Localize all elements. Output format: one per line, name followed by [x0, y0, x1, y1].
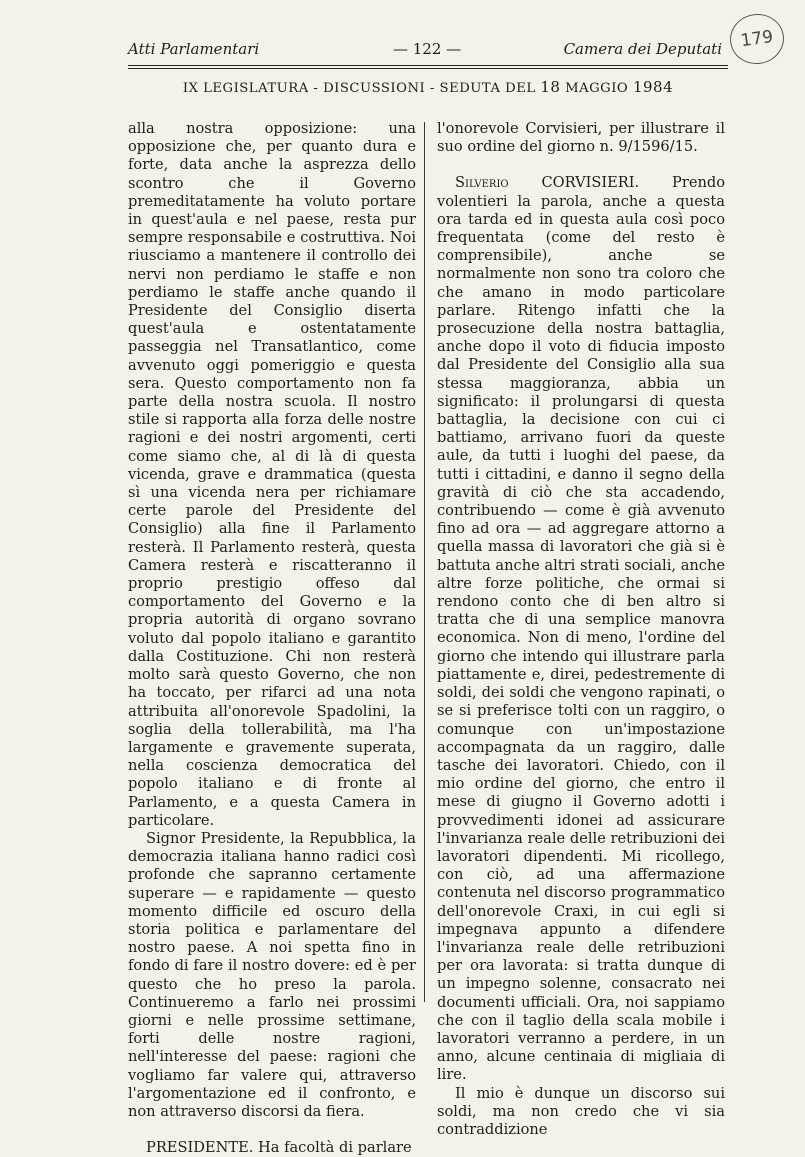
left-paragraph-3: [128, 1139, 416, 1157]
speaker-last-name: CORVISIERI: [541, 174, 635, 192]
header-right: Camera dei Deputati: [563, 40, 722, 58]
right-column: [437, 120, 725, 1139]
session-month: MAGGIO: [560, 81, 633, 96]
column-divider: [424, 122, 425, 1002]
speaker-name-presidente: PRESIDENTE: [146, 1139, 249, 1157]
session-year: 1984: [632, 78, 674, 96]
left-paragraph-1: alla nostra opposizione: una opposizione che, per quanto dura e forte, data anche la asprezza dello scontro che il Governo premeditatamente ha voluto portare in quest'aula e nel paese, resta pur sempre responsabile e costruttiva. Noi riusciamo a mantenere il controllo dei nervi non perdiamo le staffe e non perdiamo le staffe anche quando il Presidente del Consiglio diserta quest'aula e ostentatamente passeggia nel Transatlantico, come avvenuto oggi pomeriggio e questa sera. Questo comportamento non fa parte della nostra scuola. Il nostro stile si rapporta alla forza delle nostre ragioni e dei nostri argomenti, certi come siamo che, al di là di questa vicenda, grave e drammatica (questa sì una vicenda nera per richiamare certe parole del Presidente del Consiglio) alla fine il Parlamento resterà. Il Parlamento resterà, questa Camera resterà e riscatteranno il proprio prestigio offeso dal comportamento del Governo e la propria autorità di organo sovrano voluto dal popolo italiano e garantito dalla Costituzione. Chi non resterà molto sarà questo Governo, che non ha toccato, per rifarci ad una nota attribuita all'onorevole Spadolini, la soglia della tollerabilità, ma l'ha largamente e gravemente superata, nella coscienza democratica del popolo italiano e di fronte al Parlamento, e a questa Camera in particolare.: [128, 120, 416, 829]
handwritten-page-number: 179: [727, 10, 787, 67]
speaker-first-name: Silverio: [455, 174, 509, 192]
header-rule-top: [128, 65, 728, 66]
header-left: Atti Parlamentari: [128, 40, 260, 58]
right-paragraph-2: [437, 174, 725, 1084]
left-column: [128, 120, 416, 1157]
left-paragraph-2: Signor Presidente, la Repubblica, la democrazia italiana hanno radici così profonde che sapranno certamente superare — e rapidamente — questo momento difficile ed oscuro della storia politica e parlamentare del nostro paese. A noi spetta fino in fondo di fare il nostro dovere: ed è per questo che ho preso la parola. Continueremo a farlo nei prossimi giorni e nelle prossime settimane, forti delle nostre ragioni, nell'interesse del paese: ragioni che vogliamo far valere qui, attraverso l'argomentazione ed il confronto, e non attraverso discorsi da fiera.: [128, 829, 416, 1120]
right-paragraph-1: l'onorevole Corvisieri, per illustrare il suo ordine del giorno n. 9/1596/15.: [437, 120, 725, 156]
session-header: [128, 78, 728, 96]
header-rule-bottom: [128, 68, 728, 69]
session-day: 18: [540, 78, 561, 96]
page-number: — 122 —: [393, 40, 462, 58]
session-prefix: IX LEGISLATURA - DISCUSSIONI - SEDUTA DEL: [182, 81, 541, 96]
right-paragraph-3: Il mio è dunque un discorso sui soldi, ma non credo che vi sia contraddizione: [437, 1084, 725, 1138]
right-paragraph-2-text: . Prendo volentieri la parola, anche a questa ora tarda ed in questa aula così poco frequentata (come del resto è comprensibile), anche se normalmente non sono tra coloro che che amano in modo particolare parlare. Ritengo infatti che la prosecuzione della nostra battaglia, anche dopo il voto di fiducia imposto dal Presidente del Consiglio alla sua stessa maggioranza, abbia un significato: il prolungarsi di questa battaglia, la decisione con cui ci battiamo, arrivano fuori da queste aule, da tutti i luoghi del paese, da tutti i cittadini, e danno il segno della gravità di ciò che sta accadendo, contribuendo — come è già avvenuto fino ad ora — ad aggregare attorno a quella massa di lavoratori che già si è battuta anche altri strati sociali, anche altre forze politiche, che ormai si rendono conto che di ben altro si tratta che di una semplice manovra economica. Non di meno, l'ordine del giorno che intendo qui illustrare parla piattamente e, direi, pedestremente di soldi, dei soldi che vengono rapinati, o se si preferisce tolti con un raggiro, o comunque con un'impostazione accompagnata da un raggiro, dalle tasche dei lavoratori. Chiedo, con il mio ordine del giorno, che entro il mese di giugno il Governo adotti i provvedimenti idonei ad assicurare l'invarianza reale delle retribuzioni dei lavoratori dipendenti. Mi ricollego, con ciò, ad una affermazione contenuta nel discorso programmatico dell'onorevole Craxi, in cui egli si impegnava appunto a difendere l'invarianza reale delle retribuzioni per ora lavorata: si tratta dunque di un impegno solenne, consacrato nei documenti ufficiali. Ora, noi sappiamo che con il taglio della scala mobile i lavoratori verranno a perdere, in un anno, alcune centinaia di migliaia di lire.: [437, 174, 725, 1084]
left-paragraph-3-text: . Ha facoltà di parlare: [248, 1139, 412, 1157]
running-header: [128, 40, 722, 64]
